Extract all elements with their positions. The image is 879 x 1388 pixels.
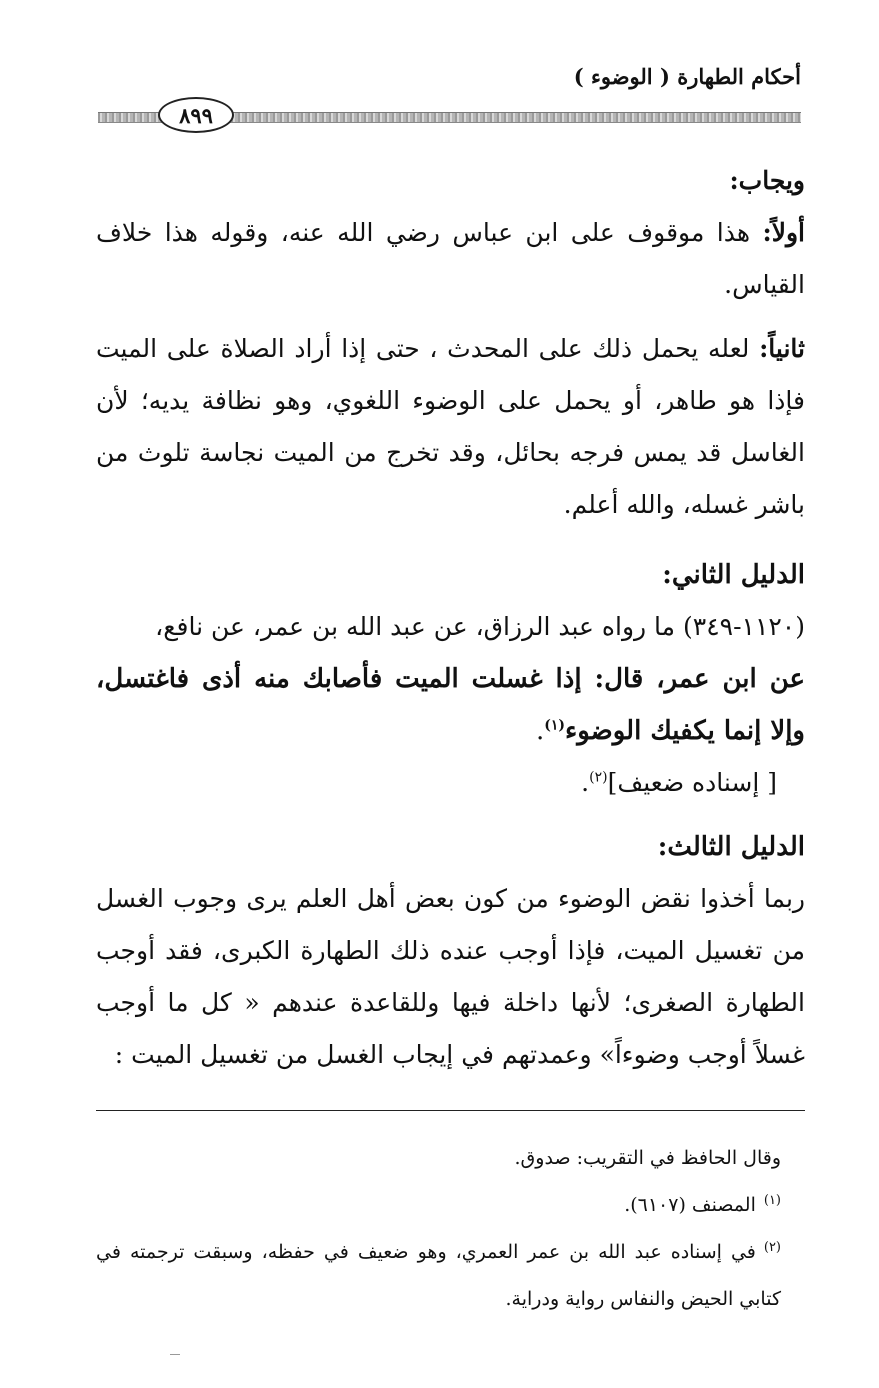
- running-title: أحكام الطهارة ( الوضوء ): [573, 64, 801, 89]
- spacer: [96, 311, 805, 323]
- reply-intro-label: ويجاب:: [729, 166, 805, 195]
- footnotes: [96, 1135, 805, 1323]
- point-1-label: أولاً:: [762, 218, 805, 247]
- grading: [96, 757, 805, 809]
- evidence-2-chain: (١١٢٠-٣٤٩) ما رواه عبد الرزاق، عن عبد الله بن عمر، عن نافع،: [155, 612, 805, 641]
- main-text: [96, 155, 805, 1081]
- reply-intro: [96, 155, 805, 207]
- point-2-text: لعله يحمل ذلك على المحدث ، حتى إذا أراد الصلاة على الميت فإذا هو طاهر، أو يحمل على الوضوء اللغوي، وهو نظافة يديه؛ لأن الغاسل قد يمس فرجه بحائل، وقد تخرج من الميت نجاسة تلوث من باشر غسله، والله أعلم.: [96, 334, 805, 519]
- footnote-ref-1[interactable]: (١): [544, 717, 565, 734]
- evidence-2-hadith: [96, 653, 805, 757]
- grading-text: [ إسناده ضعيف]: [607, 768, 777, 797]
- evidence-2-heading: الدليل الثاني:: [662, 560, 805, 590]
- point-2-label: ثانياً:: [759, 334, 805, 363]
- point-1-text: هذا موقوف على ابن عباس رضي الله عنه، وقوله هذا خلاف القياس.: [96, 218, 805, 299]
- page-number: ٨٩٩: [179, 102, 213, 128]
- point-1: [96, 207, 805, 311]
- footnote-carryover: وقال الحافظ في التقريب: صدوق.: [514, 1147, 781, 1169]
- footnote-ref-2[interactable]: (٢): [589, 769, 608, 786]
- grading-end: .: [581, 768, 590, 797]
- footnote-2: [96, 1229, 805, 1323]
- footnote-separator: [96, 1110, 805, 1111]
- footnote-1: [96, 1182, 805, 1229]
- evidence-2-end: .: [535, 716, 545, 746]
- print-mark: [170, 1354, 180, 1355]
- evidence-3-heading: الدليل الثالث:: [657, 832, 805, 862]
- page-number-badge: [158, 97, 234, 133]
- evidence-2-hadith-text: عن ابن عمر، قال: إذا غسلت الميت فأصابك منه أذى فاغتسل، وإلا إنما يكفيك الوضوء: [96, 664, 805, 746]
- spacer: [96, 531, 805, 549]
- footnote-2-number: (٢): [763, 1239, 781, 1255]
- point-2: [96, 323, 805, 531]
- footnote-1-number: (١): [763, 1192, 781, 1208]
- footnote-2-text: في إسناده عبد الله بن عمر العمري، وهو ضعيف في حفظه، وسبقت ترجمته في كتابي الحيض والنفاس رواية ودراية.: [96, 1241, 781, 1310]
- footnote-1-text: المصنف (٦١٠٧).: [624, 1194, 756, 1216]
- evidence-3-text: ربما أخذوا نقض الوضوء من كون بعض أهل العلم يرى وجوب الغسل من تغسيل الميت، فإذا أوجب عنده ذلك الطهارة الكبرى، فقد أوجب الطهارة الصغرى؛ لأنها داخلة فيها وللقاعدة عندهم « كل ما أوجب غسلاً أوجب وضوءاً» وعمدتهم في إيجاب الغسل من تغسيل الميت :: [96, 884, 805, 1069]
- spacer: [96, 809, 805, 821]
